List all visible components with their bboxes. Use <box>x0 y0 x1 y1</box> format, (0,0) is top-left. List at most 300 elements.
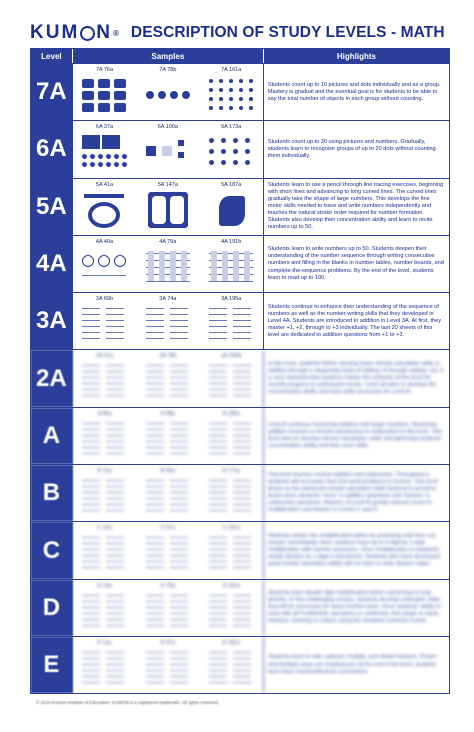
thumbnail-mark <box>209 613 227 614</box>
worksheet-thumbnail-image <box>78 476 130 516</box>
thumbnail-mark <box>209 435 227 436</box>
thumbnail-mark <box>170 555 188 556</box>
sample-worksheet <box>136 64 199 120</box>
thumbnail-mark <box>209 389 227 390</box>
thumbnail-mark <box>209 320 227 321</box>
sample-worksheet <box>73 121 136 177</box>
thumbnail-mark <box>219 79 223 83</box>
table-row <box>31 63 449 120</box>
thumbnail-mark <box>146 453 164 454</box>
samples-cell <box>73 179 264 235</box>
thumbnail-mark <box>245 138 250 143</box>
thumbnail-mark <box>221 149 226 154</box>
thumbnail-mark <box>98 103 110 112</box>
thumbnail-mark <box>170 91 178 99</box>
thumbnail-mark <box>82 135 100 149</box>
thumbnail-mark <box>233 498 251 499</box>
thumbnail-mark <box>209 549 227 550</box>
sample-worksheet <box>136 121 199 177</box>
thumbnail-mark <box>159 251 165 281</box>
sample-worksheet <box>136 179 199 235</box>
worksheet-thumbnail-image <box>78 190 130 230</box>
thumbnail-mark <box>209 447 227 448</box>
thumbnail-mark <box>233 138 238 143</box>
worksheet-thumbnail-image <box>142 476 194 516</box>
thumbnail-mark <box>233 619 251 620</box>
worksheet-thumbnail-image <box>78 419 130 459</box>
thumbnail-mark <box>233 365 251 366</box>
thumbnail-mark <box>233 625 251 626</box>
thumbnail-mark <box>239 79 243 83</box>
thumbnail-mark <box>209 314 227 315</box>
thumbnail-mark <box>209 441 227 442</box>
sample-worksheet <box>73 64 136 120</box>
thumbnail-mark <box>90 154 95 159</box>
thumbnail-mark <box>170 308 188 309</box>
sample-code: B 66a <box>160 468 176 475</box>
thumbnail-mark <box>249 79 253 83</box>
thumbnail-mark <box>170 613 188 614</box>
sample-code: D 14a <box>97 582 112 589</box>
thumbnail-mark <box>82 389 100 390</box>
thumbnail-mark <box>209 106 213 110</box>
thumbnail-mark <box>170 492 188 493</box>
sample-worksheet <box>73 179 136 235</box>
sample-code: 3A 69b <box>95 296 114 303</box>
thumbnail-mark <box>170 625 188 626</box>
thumbnail-mark <box>82 255 94 267</box>
worksheet-thumbnail-image <box>142 361 194 401</box>
sample-worksheet <box>200 350 263 406</box>
thumbnail-mark <box>82 601 100 602</box>
thumbnail-mark <box>82 492 100 493</box>
highlights-text: Level A continues horizontal addition with larger numbers. Mastering addition ensures a smooth introduction to subtraction in this level. This level aims to develop mental calculation, while strengthening students' concentration ability and their work skills. <box>267 421 442 450</box>
thumbnail-mark <box>106 567 124 568</box>
thumbnail-mark <box>148 251 154 281</box>
thumbnail-mark <box>82 607 100 608</box>
thumbnail-mark <box>82 429 100 430</box>
thumbnail-mark <box>82 377 100 378</box>
thumbnail-mark <box>209 625 227 626</box>
sample-worksheet <box>200 580 263 636</box>
page-header <box>30 20 450 46</box>
thumbnail-mark <box>146 567 164 568</box>
thumbnail-mark <box>209 486 227 487</box>
thumbnail-mark <box>233 371 251 372</box>
worksheet-thumbnail-image <box>142 591 194 631</box>
level-label: A <box>31 408 73 464</box>
sample-code: 2A 31a <box>95 353 114 360</box>
table-row <box>31 235 449 292</box>
thumbnail-mark <box>209 79 213 83</box>
thumbnail-mark <box>233 251 239 281</box>
thumbnail-mark <box>229 79 233 83</box>
header-level: Level <box>31 49 73 63</box>
sample-code: 7A 161a <box>221 67 242 73</box>
thumbnail-mark <box>170 486 188 487</box>
sample-worksheet <box>136 580 199 636</box>
thumbnail-mark <box>146 338 164 339</box>
thumbnail-mark <box>106 619 124 620</box>
worksheet-thumbnail-image <box>78 75 130 115</box>
thumbnail-mark <box>170 504 188 505</box>
worksheet-thumbnail-image <box>78 591 130 631</box>
sample-worksheet <box>73 408 136 464</box>
thumbnail-mark <box>88 202 120 228</box>
thumbnail-mark <box>209 492 227 493</box>
worksheet-thumbnail-image <box>142 132 194 172</box>
thumbnail-mark <box>170 320 188 321</box>
thumbnail-mark <box>106 625 124 626</box>
thumbnail-mark <box>102 135 120 149</box>
thumbnail-mark <box>233 423 251 424</box>
sample-worksheet <box>73 236 136 292</box>
thumbnail-mark <box>170 601 188 602</box>
thumbnail-mark <box>82 486 100 487</box>
sample-code: 5A 147a <box>157 181 178 188</box>
thumbnail-mark <box>98 162 103 167</box>
thumbnail-mark <box>82 91 94 100</box>
sample-worksheet <box>200 408 263 464</box>
thumbnail-mark <box>82 549 100 550</box>
thumbnail-mark <box>170 498 188 499</box>
thumbnail-mark <box>209 332 227 333</box>
thumbnail-mark <box>170 543 188 544</box>
thumbnail-mark <box>106 670 124 671</box>
sample-code: A 98a <box>160 410 175 417</box>
sample-code: 7A 76a <box>95 67 114 73</box>
level-label: 6A <box>31 121 73 177</box>
thumbnail-mark <box>233 670 251 671</box>
worksheet-thumbnail-image <box>142 190 194 230</box>
logo-text-start: KUM <box>30 22 80 43</box>
sample-code: E 97a <box>160 639 176 646</box>
thumbnail-mark <box>233 389 251 390</box>
thumbnail-mark <box>146 314 164 315</box>
header-samples: Samples <box>73 49 264 63</box>
thumbnail-mark <box>146 682 164 683</box>
thumbnail-mark <box>82 383 100 384</box>
thumbnail-mark <box>233 429 251 430</box>
thumbnail-mark <box>221 160 226 165</box>
sample-worksheet <box>73 580 136 636</box>
thumbnail-mark <box>106 549 124 550</box>
samples-cell <box>73 64 264 120</box>
thumbnail-mark <box>178 140 184 146</box>
thumbnail-mark <box>249 88 253 92</box>
worksheet-thumbnail-image <box>142 75 194 115</box>
worksheet-thumbnail-image <box>205 533 257 573</box>
thumbnail-mark <box>106 652 124 653</box>
table-row <box>31 349 449 406</box>
thumbnail-mark <box>106 447 124 448</box>
sample-code: 5A 41a <box>95 181 114 188</box>
sample-code: 4A 191b <box>221 238 242 245</box>
thumbnail-mark <box>146 423 164 424</box>
thumbnail-mark <box>106 441 124 442</box>
thumbnail-mark <box>249 106 253 110</box>
thumbnail-mark <box>82 504 100 505</box>
highlights-text: Students learn to add, subtract, multiply, and divide fractions. Proper intermediate steps are emphasized. At the end of the level, students learn basic fraction/decimal conversions. <box>267 654 437 675</box>
thumbnail-mark <box>106 429 124 430</box>
thumbnail-mark <box>146 441 164 442</box>
thumbnail-mark <box>233 595 251 596</box>
sample-worksheet <box>73 350 136 406</box>
thumbnail-mark <box>82 498 100 499</box>
thumbnail-mark <box>170 423 188 424</box>
sample-code: E 11a <box>97 639 112 646</box>
sample-worksheet <box>136 236 199 292</box>
thumbnail-mark <box>170 664 188 665</box>
thumbnail-mark <box>90 162 95 167</box>
thumbnail-mark <box>233 160 238 165</box>
thumbnail-mark <box>82 326 100 327</box>
thumbnail-mark <box>146 670 164 671</box>
worksheet-thumbnail-image <box>205 75 257 115</box>
thumbnail-mark <box>82 103 94 112</box>
samples-cell <box>73 293 264 349</box>
thumbnail-mark <box>106 664 124 665</box>
thumbnail-mark <box>170 619 188 620</box>
thumbnail-mark <box>170 658 188 659</box>
worksheet-thumbnail-image <box>142 648 194 688</box>
thumbnail-mark <box>146 492 164 493</box>
sample-code: B 171a <box>222 468 240 475</box>
worksheet-thumbnail-image <box>142 419 194 459</box>
thumbnail-mark <box>233 441 251 442</box>
level-label: 3A <box>31 293 73 349</box>
thumbnail-mark <box>170 395 188 396</box>
thumbnail-mark <box>106 676 124 677</box>
table-row <box>31 292 449 349</box>
thumbnail-mark <box>146 281 190 282</box>
thumbnail-mark <box>170 377 188 378</box>
sample-code: D 161a <box>222 582 241 589</box>
thumbnail-mark <box>146 486 164 487</box>
thumbnail-mark <box>82 275 126 276</box>
thumbnail-mark <box>233 504 251 505</box>
thumbnail-mark <box>146 383 164 384</box>
thumbnail-mark <box>106 601 124 602</box>
thumbnail-mark <box>233 492 251 493</box>
thumbnail-mark <box>209 338 227 339</box>
thumbnail-mark <box>146 308 164 309</box>
thumbnail-mark <box>146 543 164 544</box>
page-title: DESCRIPTION OF STUDY LEVELS - MATH <box>130 24 445 41</box>
thumbnail-mark <box>233 549 251 550</box>
thumbnail-mark <box>209 682 227 683</box>
thumbnail-mark <box>82 613 100 614</box>
thumbnail-mark <box>146 429 164 430</box>
thumbnail-mark <box>182 91 190 99</box>
thumbnail-mark <box>219 97 223 101</box>
thumbnail-mark <box>170 567 188 568</box>
sample-worksheet <box>200 236 263 292</box>
thumbnail-mark <box>158 91 166 99</box>
sample-code: 6A 173a <box>221 124 242 131</box>
highlights-text: Students master the multiplication tables by practicing until they can answer immediately. Next, students learn up to 4-digit by 1-digit multiplication with mental carryovers. Once multiplication is mastered, simple division by 1-digit is introduced. Students who have developed good mental calculation ability will not have to write division steps. <box>267 532 441 568</box>
thumbnail-mark <box>170 251 176 281</box>
sample-code: 6A 100a <box>157 124 178 131</box>
thumbnail-mark <box>82 453 100 454</box>
table-row <box>31 521 449 578</box>
thumbnail-mark <box>233 480 251 481</box>
thumbnail-mark <box>233 682 251 683</box>
highlights-text: Students learn to use a pencil through line tracing exercises, beginning with short lines and advancing to long curved lines. The curved lines gradually take the shape of large numbers. This develops the fine motor skills needed to trace and write numbers independently and teaches the natural stroke order required for number formation. Students also develop their concentration ability and learn to recite numbers up to 50. <box>267 181 444 231</box>
thumbnail-mark <box>106 314 124 315</box>
thumbnail-mark <box>106 338 124 339</box>
table-header <box>31 49 449 63</box>
thumbnail-mark <box>209 480 227 481</box>
thumbnail-mark <box>146 555 164 556</box>
sample-code: 3A 74a <box>159 296 177 303</box>
thumbnail-mark <box>152 196 166 224</box>
sample-worksheet <box>73 465 136 521</box>
thumbnail-mark <box>106 504 124 505</box>
thumbnail-mark <box>233 601 251 602</box>
thumbnail-mark <box>146 664 164 665</box>
samples-cell <box>73 350 264 406</box>
thumbnail-mark <box>233 676 251 677</box>
thumbnail-mark <box>114 154 119 159</box>
thumbnail-mark <box>239 88 243 92</box>
thumbnail-mark <box>233 314 251 315</box>
thumbnail-mark <box>249 97 253 101</box>
thumbnail-mark <box>82 79 94 88</box>
sample-worksheet <box>200 293 263 349</box>
thumbnail-mark <box>233 567 251 568</box>
thumbnail-mark <box>82 676 100 677</box>
thumbnail-mark <box>146 146 156 156</box>
sample-worksheet <box>200 522 263 578</box>
table-row <box>31 178 449 235</box>
thumbnail-mark <box>233 486 251 487</box>
thumbnail-mark <box>233 377 251 378</box>
thumbnail-mark <box>209 537 227 538</box>
sample-code: 7A 78b <box>159 67 177 73</box>
thumbnail-mark <box>209 652 227 653</box>
thumbnail-mark <box>98 91 110 100</box>
thumbnail-mark <box>170 537 188 538</box>
thumbnail-mark <box>146 395 164 396</box>
thumbnail-mark <box>82 658 100 659</box>
thumbnail-mark <box>209 561 227 562</box>
thumbnail-mark <box>146 652 164 653</box>
highlights-text: Students continue to enhance their understanding of the sequence of numbers as well as the number-writing skills that they developed in Level 4A. Students are introduced to addition in Level 3A. At first, they master +1, +2, through to +3 individually. The last 20 sheets of this level are dedicated to addition questions from +1 to +3. <box>267 303 442 338</box>
level-label: 7A <box>31 64 73 120</box>
worksheet-thumbnail-image <box>205 304 257 344</box>
thumbnail-mark <box>106 498 124 499</box>
table-row <box>31 464 449 521</box>
highlights-text: Students count up to 10 pictures and dots individually and as a group. Mastery is gradual and the eventual goal is for students to be able to say the total number of objects in each group without counting. <box>267 81 441 102</box>
thumbnail-mark <box>106 607 124 608</box>
thumbnail-mark <box>106 423 124 424</box>
thumbnail-mark <box>209 365 227 366</box>
thumbnail-mark <box>181 251 187 281</box>
thumbnail-mark <box>233 395 251 396</box>
thumbnail-mark <box>233 543 251 544</box>
sample-worksheet <box>136 350 199 406</box>
worksheet-thumbnail-image <box>205 247 257 287</box>
table-row <box>31 636 449 693</box>
thumbnail-mark <box>146 371 164 372</box>
thumbnail-mark <box>233 561 251 562</box>
sample-code: E 181a <box>222 639 240 646</box>
thumbnail-mark <box>221 138 226 143</box>
thumbnail-mark <box>146 549 164 550</box>
sample-code: D 75a <box>160 582 176 589</box>
thumbnail-mark <box>146 377 164 378</box>
thumbnail-mark <box>146 537 164 538</box>
samples-cell <box>73 465 264 521</box>
thumbnail-mark <box>106 480 124 481</box>
table-row <box>31 579 449 636</box>
thumbnail-mark <box>106 595 124 596</box>
registered-mark: ® <box>113 28 121 38</box>
thumbnail-mark <box>209 664 227 665</box>
header-highlights: Highlights <box>336 51 376 61</box>
worksheet-thumbnail-image <box>142 304 194 344</box>
thumbnail-mark <box>209 88 213 92</box>
thumbnail-mark <box>209 429 227 430</box>
thumbnail-mark <box>209 607 227 608</box>
thumbnail-mark <box>222 251 228 281</box>
thumbnail-mark <box>209 658 227 659</box>
thumbnail-mark <box>170 338 188 339</box>
sample-worksheet <box>136 293 199 349</box>
thumbnail-mark <box>233 664 251 665</box>
thumbnail-mark <box>106 658 124 659</box>
thumbnail-mark <box>82 480 100 481</box>
thumbnail-mark <box>106 332 124 333</box>
thumbnail-mark <box>82 543 100 544</box>
thumbnail-mark <box>98 79 110 88</box>
thumbnail-mark <box>170 607 188 608</box>
thumbnail-mark <box>170 676 188 677</box>
thumbnail-mark <box>114 255 126 267</box>
worksheet-thumbnail-image <box>205 476 257 516</box>
sample-worksheet <box>136 465 199 521</box>
highlights-text: Students count up to 30 using pictures and numbers. Gradually, students learn to recognize groups of up to 20 dots without counting them individually. <box>267 138 436 159</box>
thumbnail-mark <box>170 595 188 596</box>
thumbnail-mark <box>233 308 251 309</box>
thumbnail-mark <box>211 251 217 281</box>
highlights-text: Students learn double digit multiplication before advancing to long division. In this challenging section, students develop estimation skills that will be necessary for future fraction work. Once students' ability to work with all 4 arithmetic operations is confirmed, they begin to study fractions, learning to reduce using the Greatest Common Factor. <box>267 590 441 625</box>
thumbnail-mark <box>82 670 100 671</box>
thumbnail-mark <box>162 146 172 156</box>
thumbnail-mark <box>170 326 188 327</box>
sample-code: 4A 79a <box>159 238 177 245</box>
thumbnail-mark <box>146 365 164 366</box>
thumbnail-mark <box>233 149 238 154</box>
thumbnail-mark <box>209 395 227 396</box>
thumbnail-mark <box>114 162 119 167</box>
thumbnail-mark <box>82 561 100 562</box>
highlights-text: In this level, students further develop basic mental calculation skills in addition through a sequential study of adding +4 through adding +10. It is very important that students master the contents of this level for smooth progress in subsequent levels. Level 2A aims to develop the concentration ability and work skills necessary for Level A. <box>267 360 444 396</box>
thumbnail-mark <box>233 320 251 321</box>
level-label: E <box>31 637 73 693</box>
thumbnail-mark <box>209 498 227 499</box>
thumbnail-mark <box>82 567 100 568</box>
thumbnail-mark <box>170 371 188 372</box>
thumbnail-mark <box>170 314 188 315</box>
thumbnail-mark <box>233 447 251 448</box>
thumbnail-mark <box>170 561 188 562</box>
thumbnail-mark <box>233 338 251 339</box>
level-label: 4A <box>31 236 73 292</box>
thumbnail-mark <box>209 97 213 101</box>
thumbnail-mark <box>82 395 100 396</box>
